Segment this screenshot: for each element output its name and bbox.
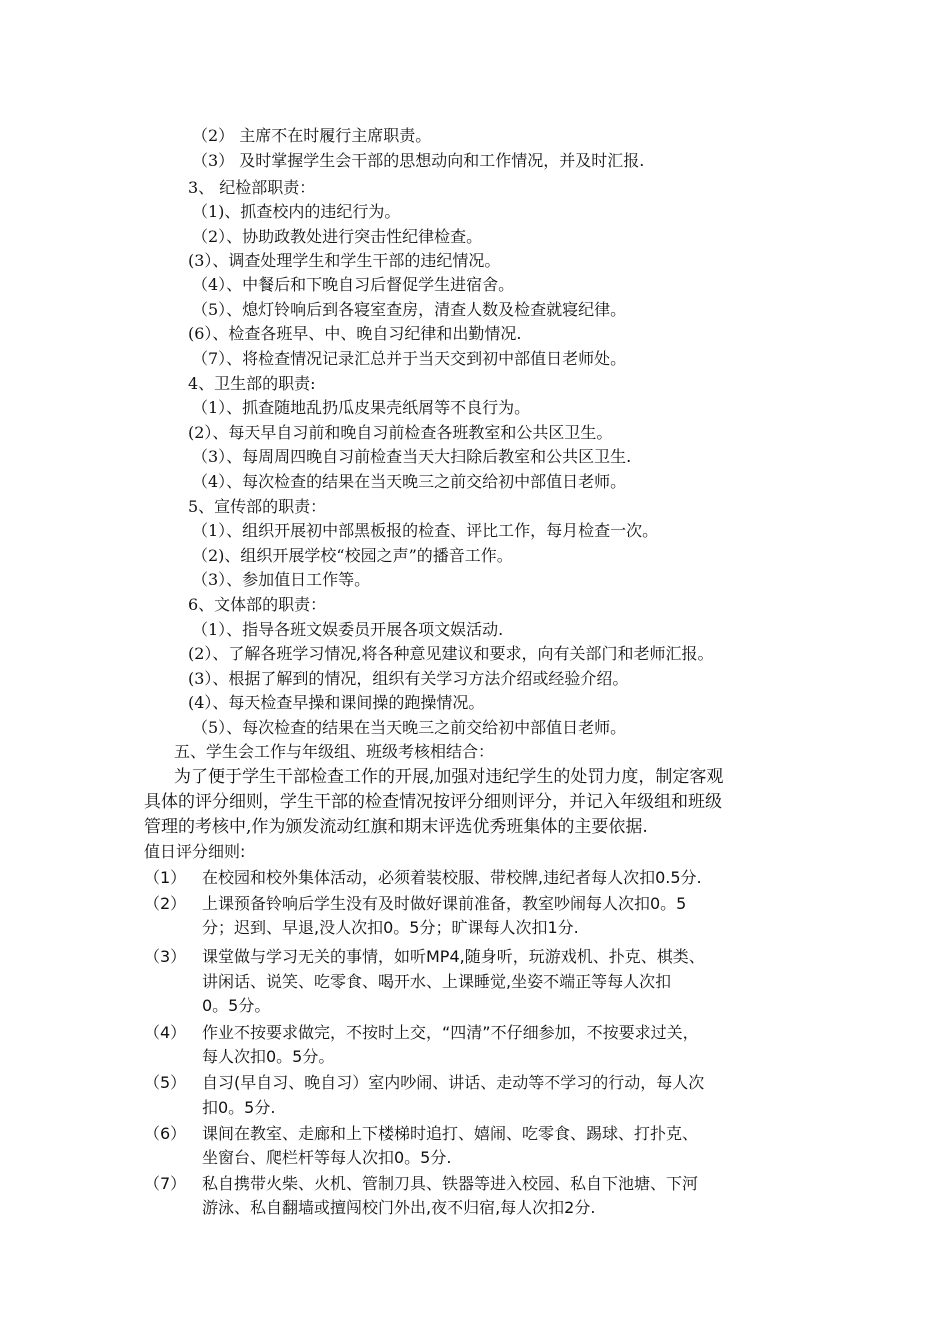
duty-line: （4）、中餐后和下晚自习后督促学生进宿舍。 <box>192 275 515 294</box>
rule-text: 在校园和校外集体活动，必须着装校服、带校牌,违纪者每人次扣0.5分. <box>202 868 702 887</box>
duty-line: (2）、了解各班学习情况,将各种意见建议和要求，向有关部门和老师汇报。 <box>188 644 714 663</box>
rule-number: （5） <box>144 1073 187 1092</box>
duty-line: （1）、组织开展初中部黑板报的检查、评比工作，每月检查一次。 <box>192 521 659 540</box>
duty-line: （3）、参加值日工作等。 <box>192 570 371 589</box>
rule-number: （4） <box>144 1023 187 1042</box>
duty-line: （2） 主席不在时履行主席职责。 <box>192 126 432 145</box>
rule-number: （7） <box>144 1174 187 1193</box>
rule-number: （1） <box>144 868 187 887</box>
duty-line: （3） 及时掌握学生会干部的思想动向和工作情况，并及时汇报. <box>192 151 645 170</box>
rule-text: 分；迟到、早退,没人次扣0。5分；旷课每人次扣1分. <box>202 918 579 937</box>
rule-number: （2） <box>144 894 187 913</box>
rule-text: 私自携带火柴、火机、管制刀具、铁器等进入校园、私自下池塘、下河 <box>202 1174 699 1193</box>
paragraph-line: 管理的考核中,作为颁发流动红旗和期末评选优秀班集体的主要依据. <box>144 817 648 837</box>
scoring-title: 值日评分细则: <box>144 842 246 861</box>
duty-line: （5）、熄灯铃响后到各寝室查房，清查人数及检查就寝纪律。 <box>192 300 627 319</box>
duty-line: (2）、每天早自习前和晚自习前检查各班教室和公共区卫生。 <box>188 423 613 442</box>
duty-line: （5）、每次检查的结果在当天晚三之前交给初中部值日老师。 <box>192 718 627 737</box>
duty-line: （7）、将检查情况记录汇总并于当天交到初中部值日老师处。 <box>192 349 627 368</box>
rule-text: 上课预备铃响后学生没有及时做好课前准备，教室吵闹每人次扣0。5 <box>202 894 687 913</box>
duty-line: (6）、检查各班早、中、晚自习纪律和出勤情况. <box>188 324 522 343</box>
duty-line: （2）、协助政教处进行突击性纪律检查。 <box>192 227 483 246</box>
rule-text: 扣0。5分. <box>202 1098 276 1117</box>
duty-line: （1）、指导各班文娱委员开展各项文娱活动. <box>192 620 504 639</box>
section-heading: 4、卫生部的职责: <box>188 374 316 393</box>
duty-line: （1）、抓查随地乱扔瓜皮果壳纸屑等不良行为。 <box>192 398 531 417</box>
rule-text: 自习(早自习、晚自习）室内吵闹、讲话、走动等不学习的行动，每人次 <box>202 1073 705 1092</box>
rule-text: 游泳、私自翻墙或擅闯校门外出,夜不归宿,每人次扣2分. <box>202 1198 596 1217</box>
duty-line: （4）、每次检查的结果在当天晚三之前交给初中部值日老师。 <box>192 472 627 491</box>
rule-text: 每人次扣0。5分。 <box>202 1047 335 1066</box>
section-heading: 6、文体部的职责： <box>188 595 327 614</box>
duty-line: (3）、调查处理学生和学生干部的违纪情况。 <box>188 251 501 270</box>
duty-line: （3）、每周周四晚自习前检查当天大扫除后教室和公共区卫生. <box>192 447 632 466</box>
rule-text: 课间在教室、走廊和上下楼梯时追打、嬉闹、吃零食、踢球、打扑克、 <box>202 1124 699 1143</box>
rule-text: 坐窗台、爬栏杆等每人次扣0。5分. <box>202 1148 452 1167</box>
rule-number: （3） <box>144 947 187 966</box>
section-heading: 3、 纪检部职责： <box>188 178 316 197</box>
section-five-heading: 五、学生会工作与年级组、班级考核相结合： <box>174 742 495 761</box>
rule-text: 0。5分。 <box>202 996 271 1015</box>
duty-line: （2)、组织开展学校“校园之声”的播音工作。 <box>192 546 513 565</box>
duty-line: (3）、根据了解到的情况，组织有关学习方法介绍或经验介绍。 <box>188 669 629 688</box>
duty-line: （1)、抓查校内的违纪行为。 <box>192 202 401 221</box>
rule-text: 课堂做与学习无关的事情，如听MP4,随身听，玩游戏机、扑克、棋类、 <box>202 947 705 966</box>
paragraph-line: 具体的评分细则，学生干部的检查情况按评分细则评分，并记入年级组和班级 <box>144 792 722 812</box>
rule-number: （6） <box>144 1124 187 1143</box>
paragraph-line: 为了便于学生干部检查工作的开展,加强对违纪学生的处罚力度，制定客观 <box>174 767 724 787</box>
duty-line: (4）、每天检查早操和课间操的跑操情况。 <box>188 693 485 712</box>
rule-text: 作业不按要求做完，不按时上交，“四清”不仔细参加，不按要求过关， <box>202 1023 699 1042</box>
section-heading: 5、宣传部的职责： <box>188 497 327 516</box>
rule-text: 讲闲话、说笑、吃零食、喝开水、上课睡觉,坐姿不端正等每人次扣 <box>202 972 672 991</box>
